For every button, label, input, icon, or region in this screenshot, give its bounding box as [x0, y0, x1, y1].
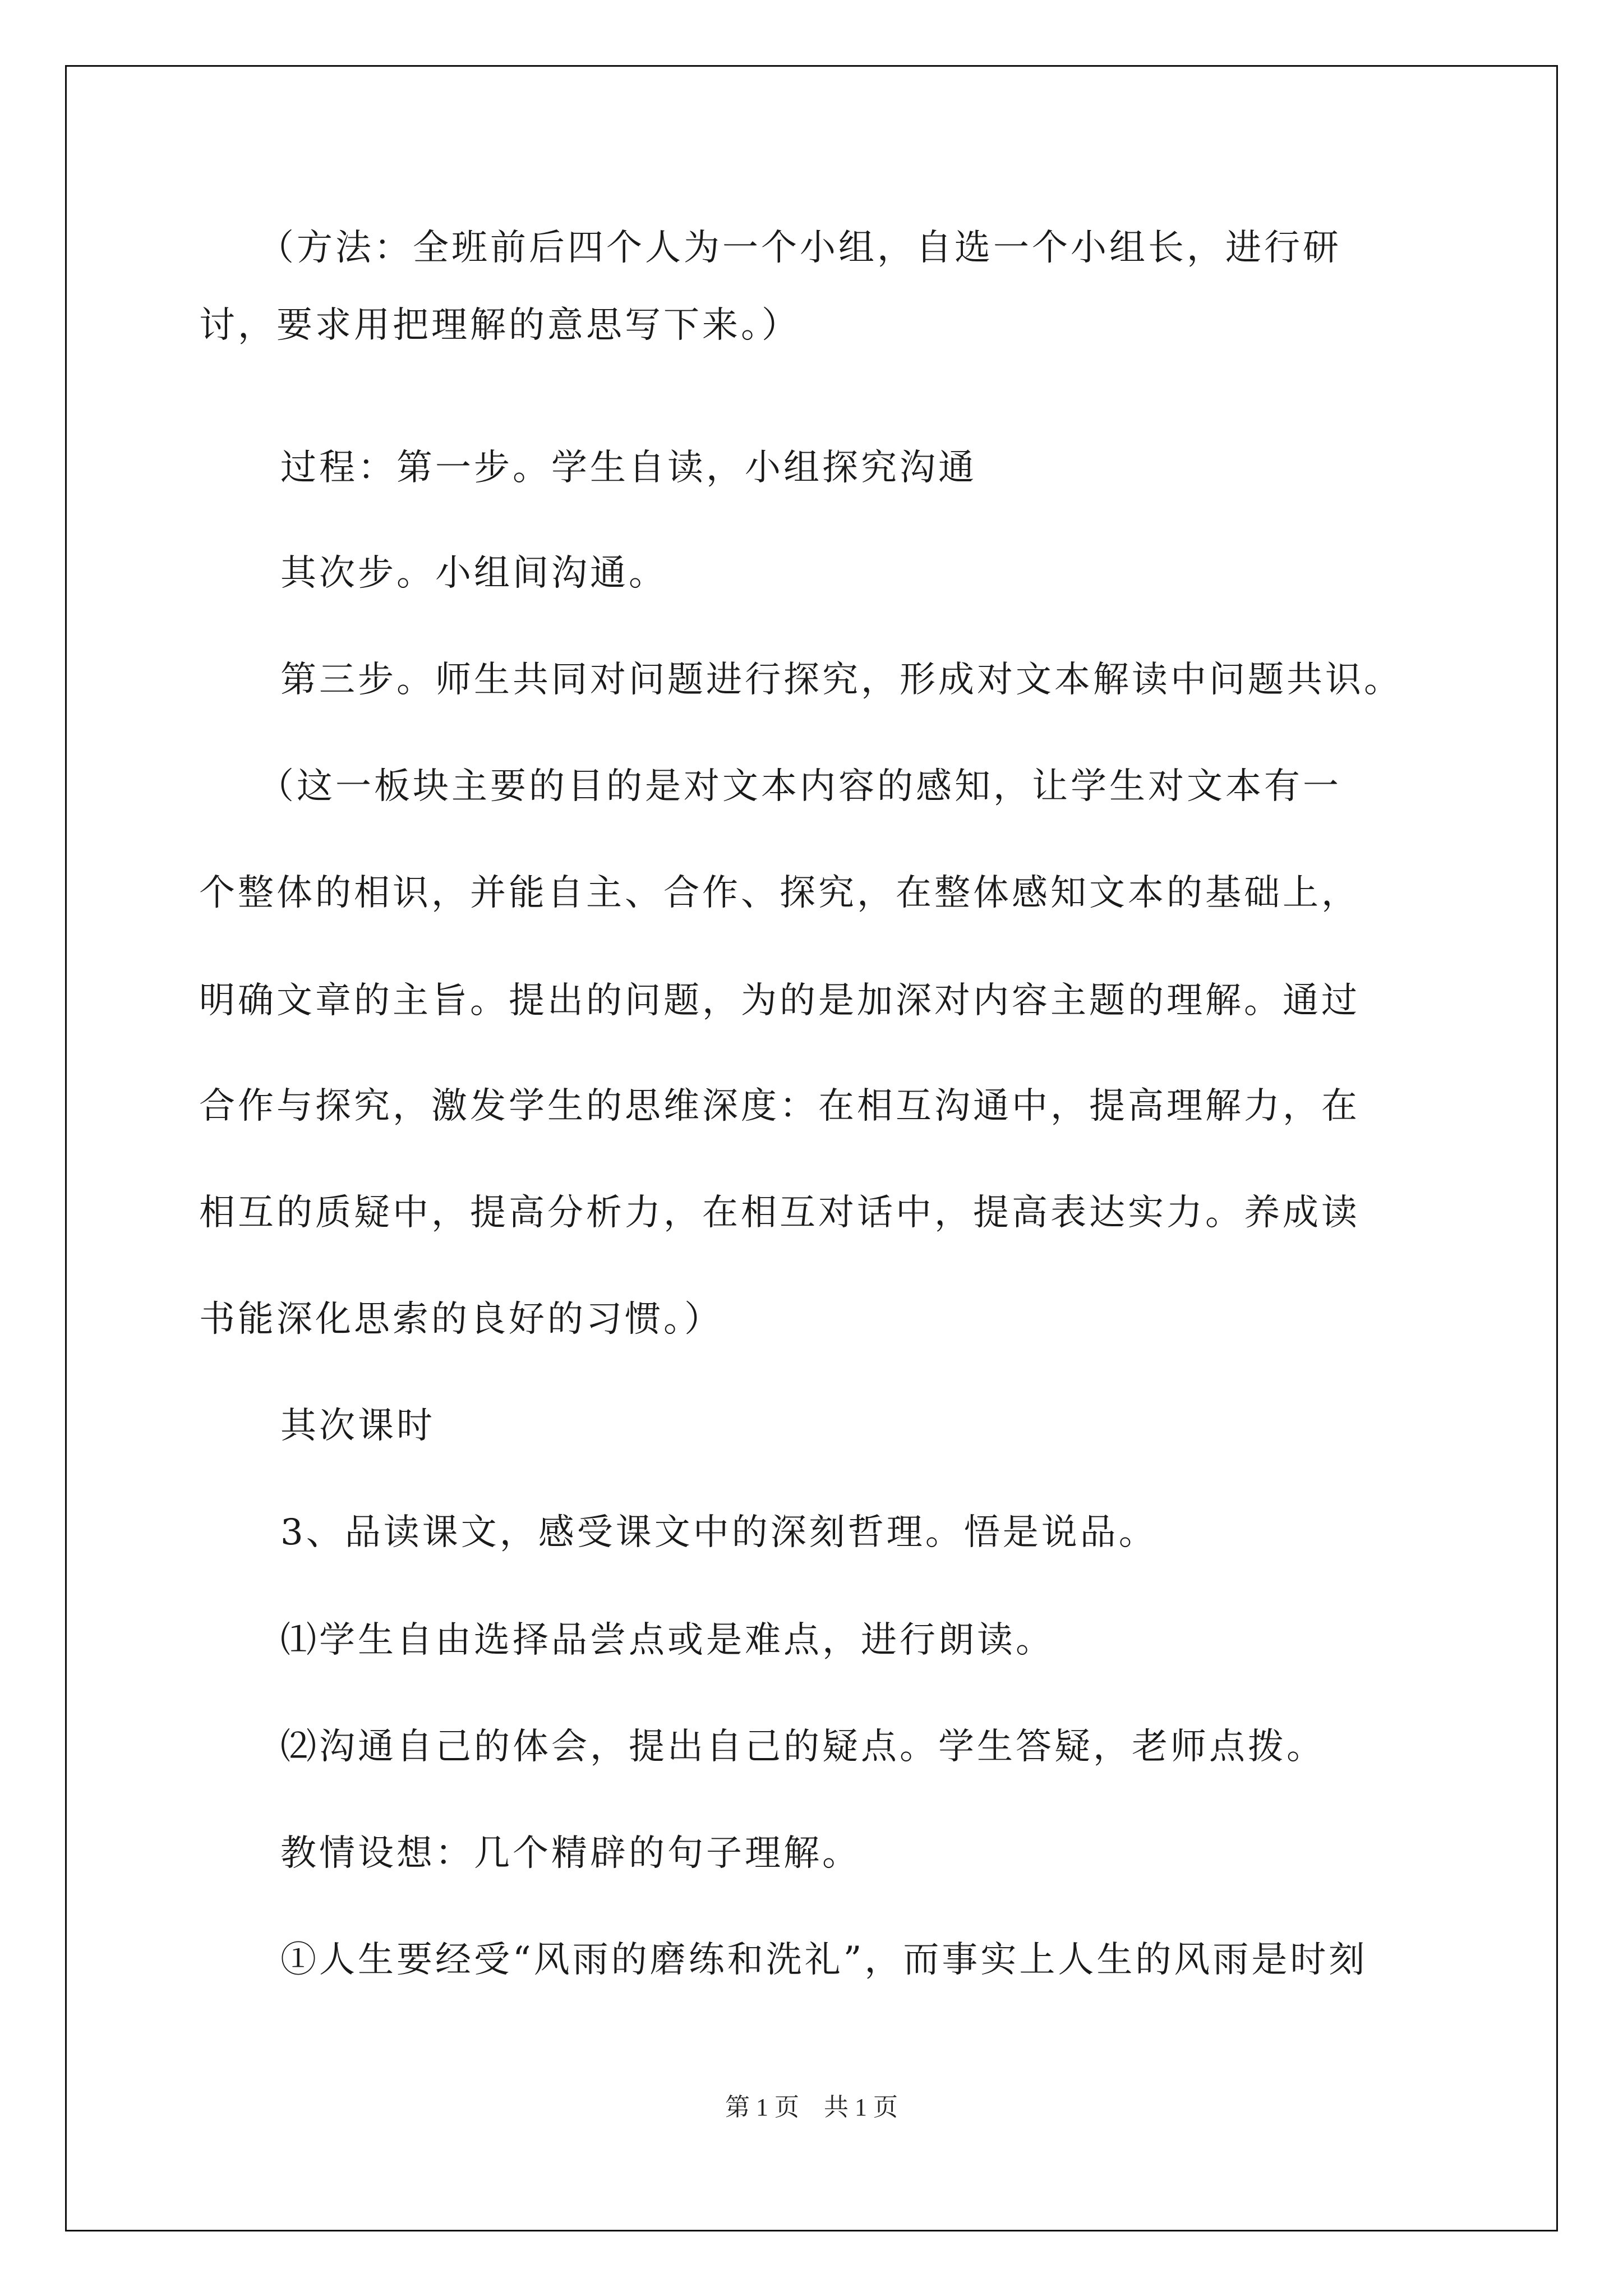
paragraph-line-13: 3、品读课文，感受课文中的深刻哲理。悟是说品。 — [280, 1512, 1158, 1553]
paragraph-line-17: ①人生要经受“风雨的磨练和洗礼”，而事实上人生的风雨是时刻 — [280, 1939, 1368, 1981]
page-border — [65, 65, 1558, 2231]
paragraph-line-5: 第三步。师生共同对问题进行探究，形成对文本解读中问题共识。 — [280, 659, 1403, 701]
paragraph-line-3: 过程：第一步。学生自读，小组探究沟通 — [280, 447, 977, 489]
paragraph-line-16: 教情设想：几个精辟的句子理解。 — [280, 1833, 861, 1874]
page-number-footer: 第 1 页 共 1 页 — [725, 2093, 898, 2121]
paragraph-line-10: 相互的质疑中，提高分析力，在相互对话中，提高表达实力。养成读 — [199, 1192, 1360, 1234]
paragraph-line-14: ⑴学生自由选择品尝点或是难点，进行朗读。 — [280, 1619, 1054, 1661]
paragraph-line-6: （这一板块主要的目的是对文本内容的感知，让学生对文本有一 — [258, 766, 1341, 807]
paragraph-line-15: ⑵沟通自己的体会，提出自己的疑点。学生答疑，老师点拨。 — [280, 1726, 1325, 1768]
paragraph-line-4: 其次步。小组间沟通。 — [280, 553, 667, 594]
paragraph-line-11: 书能深化思索的良好的习惯。） — [199, 1299, 723, 1340]
paragraph-line-2: 讨，要求用把理解的意思写下来。） — [199, 305, 800, 346]
paragraph-line-1: （方法：全班前后四个人为一个小组，自选一个小组长，进行研 — [258, 227, 1341, 269]
paragraph-line-9: 合作与探究，激发学生的思维深度：在相互沟通中，提高理解力，在 — [199, 1085, 1360, 1127]
section-heading: 其次课时 — [280, 1405, 435, 1447]
paragraph-line-7: 个整体的相识，并能自主、合作、探究，在整体感知文本的基础上， — [199, 872, 1360, 914]
paragraph-line-8: 明确文章的主旨。提出的问题，为的是加深对内容主题的理解。通过 — [199, 980, 1360, 1022]
